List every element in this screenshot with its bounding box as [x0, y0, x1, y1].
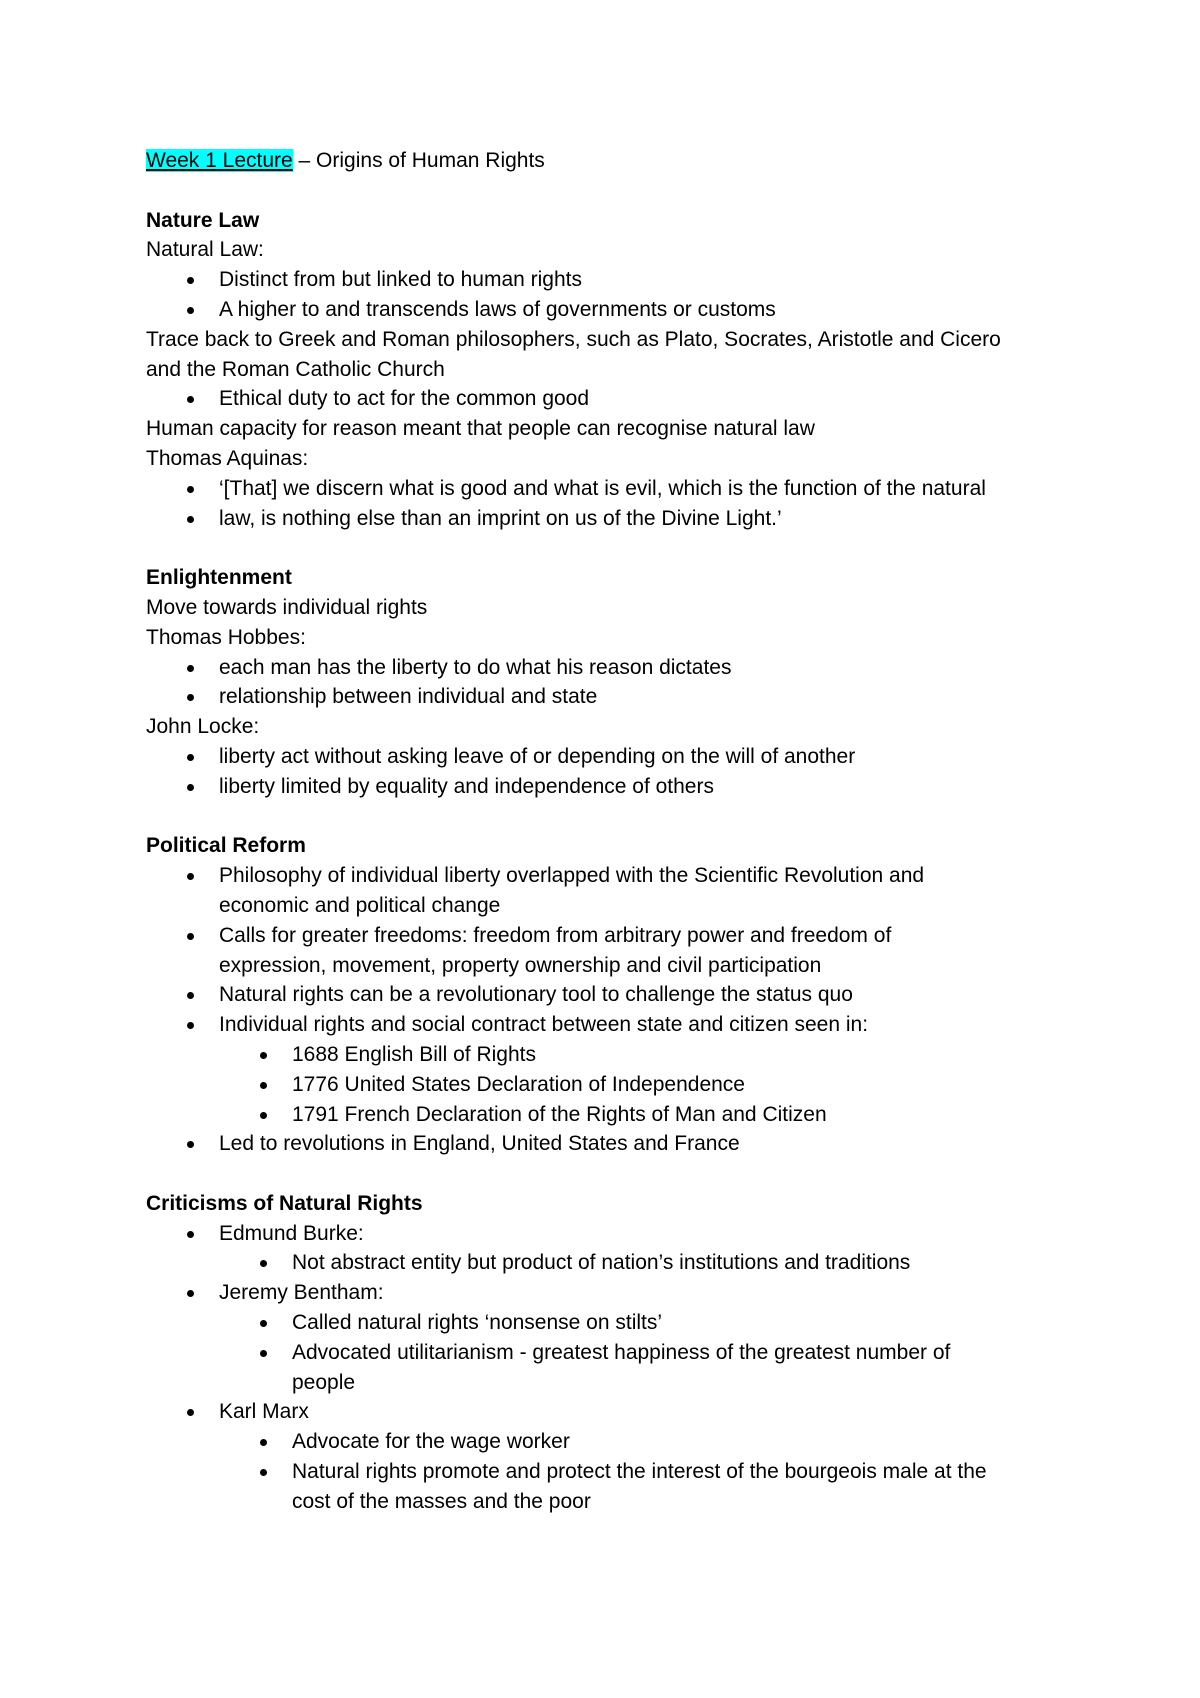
- list-item: Distinct from but linked to human rights: [146, 265, 1066, 295]
- list-item: Philosophy of individual liberty overlapped with the Scientific Revolution and: [146, 861, 1066, 891]
- paragraph-line: Trace back to Greek and Roman philosophers, such as Plato, Socrates, Aristotle and Cicero: [146, 327, 1001, 351]
- sub-list-item: Not abstract entity but product of nation’s institutions and traditions: [146, 1248, 1066, 1278]
- list-item: Led to revolutions in England, United States and France: [146, 1129, 1066, 1159]
- paragraph-line: Human capacity for reason meant that people can recognise natural law: [146, 417, 815, 441]
- sub-list-item: 1776 United States Declaration of Independence: [146, 1070, 1066, 1100]
- section-heading-political-reform: Political Reform: [146, 834, 306, 858]
- title-highlight: Week 1 Lecture: [146, 149, 293, 172]
- spacer: [146, 176, 1066, 206]
- paragraph-line: and the Roman Catholic Church: [146, 357, 445, 381]
- list-item-continuation: economic and political change: [219, 893, 501, 917]
- section-heading-nature-law: Nature Law: [146, 208, 260, 232]
- list-item: relationship between individual and state: [146, 682, 1066, 712]
- list-item: Edmund Burke:: [146, 1219, 1066, 1249]
- list-item: each man has the liberty to do what his reason dictates: [146, 653, 1066, 683]
- spacer: [146, 1159, 1066, 1189]
- list-item: liberty act without asking leave of or depending on the will of another: [146, 742, 1066, 772]
- sub-list-item: Advocate for the wage worker: [146, 1427, 1066, 1457]
- quote-continuation: law, is nothing else than an imprint on us of the Divine Light.’: [219, 506, 782, 530]
- document-body: [146, 146, 1066, 1517]
- sub-list-item-continuation: cost of the masses and the poor: [292, 1489, 591, 1513]
- list-item: Jeremy Bentham:: [146, 1278, 1066, 1308]
- list-item: Individual rights and social contract between state and citizen seen in:: [146, 1010, 1066, 1040]
- list-item: Natural rights can be a revolutionary tool to challenge the status quo: [146, 980, 1066, 1010]
- sub-list-item: 1791 French Declaration of the Rights of Man and Citizen: [146, 1100, 1066, 1130]
- list-item: Karl Marx: [146, 1397, 1066, 1427]
- section-heading-enlightenment: Enlightenment: [146, 566, 292, 590]
- list-item: Ethical duty to act for the common good: [146, 384, 1066, 414]
- aquinas-label: Thomas Aquinas:: [146, 446, 309, 470]
- natural-law-label: Natural Law:: [146, 238, 264, 262]
- section-heading-criticisms: Criticisms of Natural Rights: [146, 1191, 423, 1215]
- spacer: [146, 802, 1066, 832]
- list-item: Calls for greater freedoms: freedom from arbitrary power and freedom of: [146, 921, 1066, 951]
- list-item-continuation: expression, movement, property ownership and civil participation: [219, 953, 822, 977]
- paragraph-line: Move towards individual rights: [146, 595, 428, 619]
- hobbes-label: Thomas Hobbes:: [146, 625, 306, 649]
- title-rest: – Origins of Human Rights: [292, 149, 545, 172]
- sub-list-item: Called natural rights ‘nonsense on stilts’: [146, 1308, 1066, 1338]
- sub-list-item: Natural rights promote and protect the interest of the bourgeois male at the: [146, 1457, 1066, 1487]
- sub-list-item-continuation: people: [292, 1370, 356, 1394]
- sub-list-item: Advocated utilitarianism - greatest happiness of the greatest number of: [146, 1338, 1066, 1368]
- spacer: [146, 533, 1066, 563]
- list-item: ‘[That] we discern what is good and what is evil, which is the function of the natural: [146, 474, 1066, 504]
- locke-label: John Locke:: [146, 715, 260, 739]
- page-title: [146, 146, 1066, 176]
- list-item: A higher to and transcends laws of governments or customs: [146, 295, 1066, 325]
- list-item: liberty limited by equality and independence of others: [146, 772, 1066, 802]
- sub-list-item: 1688 English Bill of Rights: [146, 1040, 1066, 1070]
- list-item-continuation: [146, 504, 1066, 534]
